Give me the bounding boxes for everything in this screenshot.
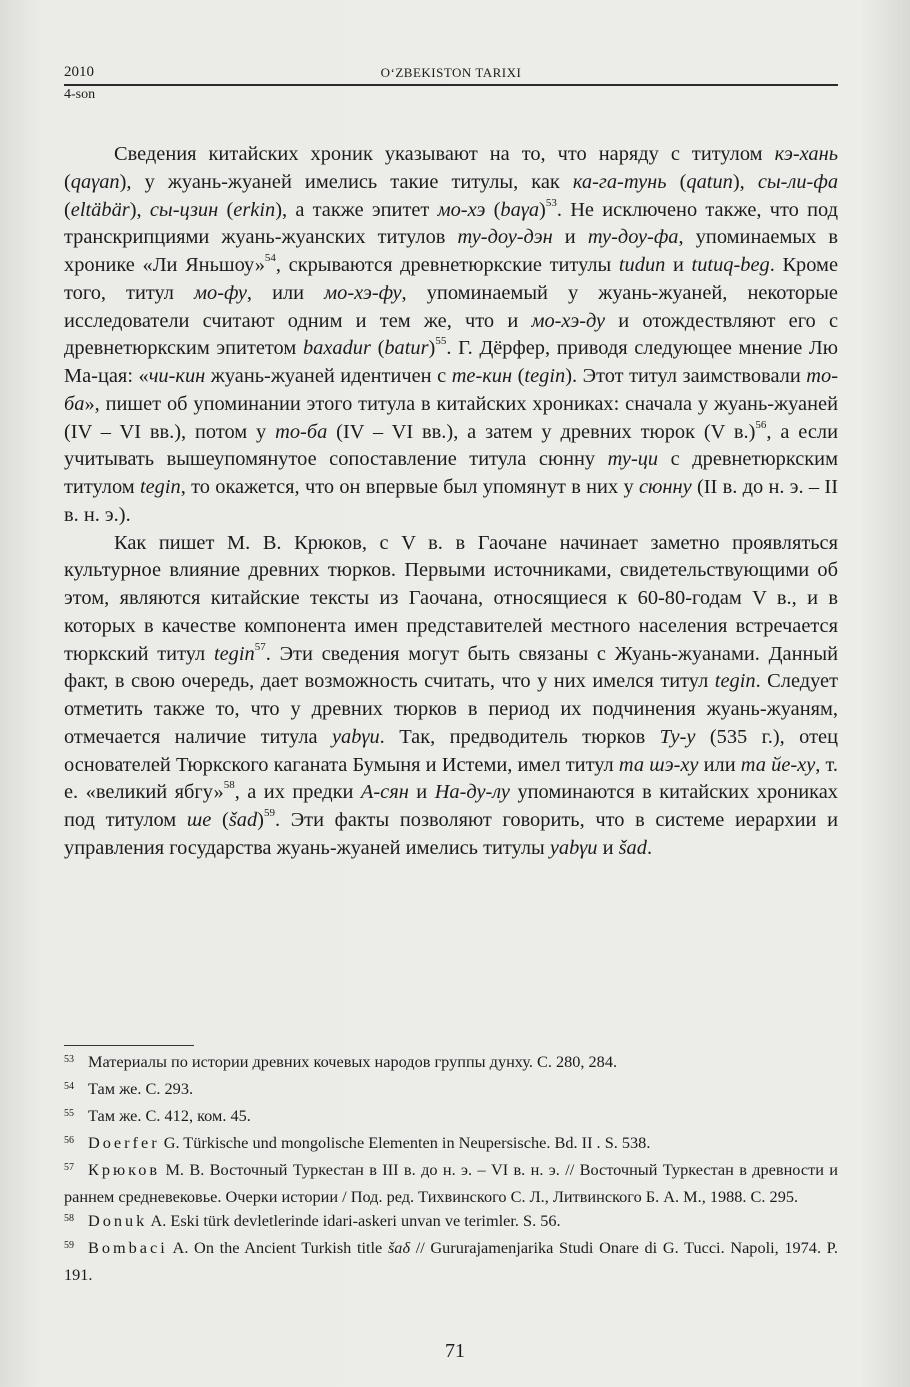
italic-term: ту-ци xyxy=(607,448,659,471)
text-run: , упоминаемых в хронике «Ли Яньшоу» xyxy=(64,226,839,276)
text-run: . Эти факты позволяют говорить, что в системе иерархии и управления государства жуань-жуаней имелись титулы xyxy=(64,809,838,859)
text-run: , а если учитывать вышеупомянутое сопоставление титула сюнну xyxy=(64,420,839,471)
italic-term: tegin xyxy=(714,670,756,693)
text-run: и xyxy=(665,254,692,276)
footnote-text xyxy=(88,1079,193,1098)
footnote-number: 59 xyxy=(64,1240,74,1251)
italic-term: сы-цзин xyxy=(149,198,219,221)
text-run: (IV – VI вв.), а затем у древних тюрок (V в.) xyxy=(327,420,756,443)
text-run: М. В. Восточный Туркестан в III в. до н. э. – VI в. н. э. // Восточный Туркестан в древности и раннем средневековье. Очерки истории / Под. ред. Тихвинского С. Л., Литвинского Б. А. М., 1988. С. 295. xyxy=(64,1160,838,1206)
italic-term: tegin xyxy=(524,365,566,387)
text-run: ), xyxy=(129,198,150,221)
header-year: 2010 xyxy=(64,64,94,80)
text-run: жуань-жуаней идентичен с xyxy=(205,365,452,387)
italic-term: tudun xyxy=(618,254,666,276)
paragraph xyxy=(64,530,838,863)
footnote xyxy=(64,1077,838,1104)
text-run: ), а также эпитет xyxy=(275,198,438,221)
text-run: ), xyxy=(732,170,758,193)
header-issue: 4-son xyxy=(64,87,96,102)
text-run: (II в. до н. э. – II в. н. э.). xyxy=(64,476,838,526)
footnote xyxy=(64,1209,838,1236)
italic-term: yabγu xyxy=(549,836,598,859)
footnote-reference: 54 xyxy=(264,252,276,265)
text-run: », пишет об упоминании этого титула в китайских хрониках: сначала у жуань-жуаней (IV – VI вв.), потом у xyxy=(64,392,838,443)
italic-term: tutuq-beg xyxy=(691,254,770,276)
italic-term: А-сян xyxy=(360,781,409,804)
text-run: Сведения китайских хроник указывают на то, что наряду с титулом xyxy=(114,143,775,165)
italic-term: yabγu xyxy=(332,725,380,748)
italic-term: ше xyxy=(186,809,212,831)
footnote-reference: 53 xyxy=(545,196,557,209)
text-run: ( xyxy=(64,170,71,193)
text-run: , а их предки xyxy=(234,781,361,804)
italic-term: šaδ xyxy=(387,1238,411,1257)
italic-term: та шэ-ху xyxy=(618,753,699,776)
author-name: Doerfer xyxy=(88,1133,160,1152)
text-run: Там же. С. 293. xyxy=(88,1079,194,1098)
text-run: . Так, предводитель тюрков xyxy=(379,725,660,748)
footnote-number: 56 xyxy=(64,1135,74,1146)
footnote-text xyxy=(88,1211,561,1230)
text-run: ) xyxy=(428,337,436,360)
italic-term: eltäbär xyxy=(70,198,130,221)
text-run: . Эти сведения могут быть связаны с Жуань-жуанами. Данный факт, в свою очередь, дает возможность считать, что у них имелся титул xyxy=(64,642,839,693)
text-run: ( xyxy=(211,809,229,831)
text-run: A. On the Ancient Turkish title xyxy=(167,1238,388,1257)
text-run: Там же. С. 412, ком. 45. xyxy=(88,1106,251,1125)
author-name: Bombaci xyxy=(88,1238,168,1257)
italic-term: erkin xyxy=(233,198,276,221)
text-run: (535 г.), отец основателей Тюркского каганата Бумыня и Истеми, имел титул xyxy=(64,725,838,776)
italic-term: baxadur xyxy=(302,337,371,360)
footnote xyxy=(64,1050,838,1077)
italic-term: мо-хэ xyxy=(437,198,486,221)
text-run: , то окажется, что он впервые был упомянут в них у xyxy=(180,476,639,498)
italic-term: то-ба xyxy=(275,420,328,443)
text-run: упоминаются в китайских хрониках под титулом xyxy=(64,781,838,831)
italic-term: мо-хэ-ду xyxy=(531,309,606,332)
text-run: // Gururajamenjarika Studi Onare di G. Tucci. Napoli, 1974. P. 191. xyxy=(64,1238,839,1284)
italic-term: šad xyxy=(228,809,258,831)
text-run: , скрываются древнетюркские титулы xyxy=(275,254,619,276)
footnotes xyxy=(64,1050,838,1287)
text-run: ), у жуань-жуаней имелись такие титулы, как xyxy=(119,170,573,193)
italic-term: qaγan xyxy=(70,170,120,193)
footnote-text xyxy=(64,1238,838,1284)
italic-term: batur xyxy=(384,337,429,360)
text-run: ( xyxy=(64,198,71,221)
text-run: и xyxy=(552,226,588,249)
footnote-number: 54 xyxy=(64,1081,74,1092)
italic-term: сюнну xyxy=(638,476,692,498)
footnote-text xyxy=(88,1052,617,1071)
text-run: ). Этот титул заимствовали xyxy=(565,365,807,387)
text-run: . Не исключено также, что под транскрипциями жуань-жуанских титулов xyxy=(64,198,838,249)
italic-term: ту-доу-дэн xyxy=(457,226,553,249)
page-number: 71 xyxy=(445,1340,465,1362)
text-run: или xyxy=(698,753,741,776)
italic-term: мо-фу xyxy=(194,281,247,304)
text-run: . Кроме того, титул xyxy=(64,254,838,304)
footnote xyxy=(64,1131,838,1158)
text-run: . xyxy=(646,836,653,859)
footnote-reference: 56 xyxy=(755,418,767,431)
footnote-text xyxy=(64,1160,838,1206)
running-header xyxy=(64,62,838,86)
footnote-number: 55 xyxy=(64,1108,74,1119)
text-run: ) xyxy=(539,198,546,221)
text-run: . Следует отметить также то, что у древних тюрков в период их подчинения жуань-жуаням, отмечается наличие титула xyxy=(64,670,838,748)
footnote-reference: 55 xyxy=(435,335,447,348)
text-run: . Г. Дёрфер, приводя следующее мнение Лю Ма-цая: « xyxy=(64,337,838,387)
italic-term: мо-хэ-фу xyxy=(324,281,402,304)
paragraph xyxy=(64,141,838,530)
italic-term: šad xyxy=(618,836,647,859)
text-run: Материалы по истории древних кочевых народов группы дунху. С. 280, 284. xyxy=(88,1052,618,1071)
footnote-number: 58 xyxy=(64,1213,74,1224)
text-run: , т. е. «великий ябгу» xyxy=(64,753,839,804)
text-run: A. Eski türk devletlerinde idari-askeri unvan ve terimler. S. 56. xyxy=(147,1211,561,1230)
italic-term: На-ду-лу xyxy=(434,781,510,804)
text-run: и xyxy=(408,781,435,804)
footnote-number: 57 xyxy=(64,1162,74,1173)
text-run: ( xyxy=(370,337,385,360)
footnote-text xyxy=(88,1133,650,1152)
text-run: ( xyxy=(485,198,501,221)
footnote-reference: 57 xyxy=(254,640,266,653)
italic-term: Ту-у xyxy=(659,725,696,748)
text-run: и xyxy=(597,836,619,859)
italic-term: сы-ли-фа xyxy=(757,170,839,193)
footnote-reference: 59 xyxy=(263,807,275,820)
text-run: G. Türkische und mongolische Elementen in Neupersische. Bd. II . S. 538. xyxy=(159,1133,651,1152)
text-run: и отождествляют его с древнетюркским эпитетом xyxy=(64,309,839,360)
footnote-separator xyxy=(64,1045,194,1046)
text-run: с древнетюркским титулом xyxy=(64,448,838,498)
italic-term: baγa xyxy=(500,198,540,221)
italic-term: те-кин xyxy=(451,365,513,387)
text-run: , или xyxy=(246,281,325,304)
italic-term: qatun xyxy=(686,170,733,193)
author-name: Donuk xyxy=(88,1211,148,1230)
italic-term: чи-кин xyxy=(148,365,206,387)
text-run: , упоминаемый у жуань-жуаней, некоторые исследователи считают одним и тем же, что и xyxy=(64,281,838,332)
text-run: Как пишет М. В. Крюков, с V в. в Гаочане начинает заметно проявляться культурное влияние древних тюрков. Первыми источниками, свидетельствующими об этом, являются китайские тексты из Гаочана, относящиеся к 60-80-годам V в., и в которых в качестве компонента имен представителей местного населения встречается тюркский титул xyxy=(64,531,838,665)
text-run: ( xyxy=(512,365,525,387)
text-run: ) xyxy=(257,809,264,831)
text-run: ( xyxy=(218,198,234,221)
author-name: Крюков xyxy=(88,1160,161,1179)
footnote-number: 53 xyxy=(64,1054,74,1065)
italic-term: кэ-хань xyxy=(774,143,838,165)
footnote xyxy=(64,1104,838,1131)
header-journal-title: O‘ZBEKISTON TARIXI xyxy=(380,65,522,80)
italic-term: то-ба xyxy=(64,365,838,415)
footnote-reference: 58 xyxy=(223,779,235,792)
italic-term: ка-га-тунь xyxy=(572,170,667,193)
italic-term: та йе-ху xyxy=(740,753,816,776)
footnote xyxy=(64,1158,838,1209)
article-body xyxy=(64,141,838,863)
footnote xyxy=(64,1236,838,1287)
italic-term: tegin xyxy=(139,476,181,498)
italic-term: tegin xyxy=(213,642,255,665)
italic-term: ту-доу-фа xyxy=(587,226,679,249)
text-run: ( xyxy=(666,170,687,193)
footnote-text xyxy=(88,1106,251,1125)
